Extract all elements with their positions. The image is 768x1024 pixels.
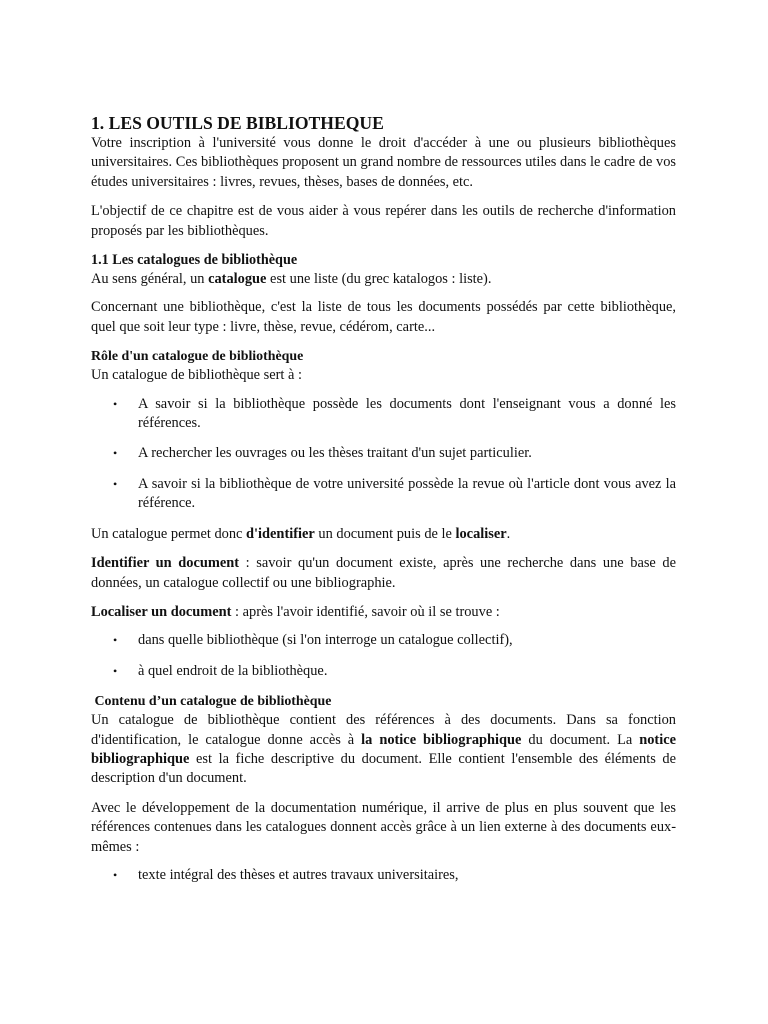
chapter-title: 1. LES OUTILS DE BIBLIOTHEQUE xyxy=(91,113,384,133)
bullet-icon: • xyxy=(113,867,118,882)
identifier-paragraph: Identifier un document : savoir qu'un document existe, après une recherche dans une base de données, un catalogue collectif ou une bibliographie. xyxy=(91,555,676,591)
concerning-library-paragraph: Concernant une bibliothèque, c'est la liste de tous les documents possédés par cette bibliothèque, quel que soit leur type : livre, thèse, revue, cédérom, carte... xyxy=(91,299,676,335)
term-catalogue: catalogue xyxy=(208,271,267,288)
numerique-paragraph: Avec le développement de la documentation numérique, il arrive de plus en plus souvent que les références contenues dans les catalogues donnent accès grâce à un lien externe à des documents eux-mêmes : xyxy=(91,799,676,855)
numerique-list xyxy=(91,866,676,885)
catalogue-definition: Au sens général, un catalogue est une liste (du grec katalogos : liste). xyxy=(91,271,492,288)
intro-paragraph: Votre inscription à l'université vous donne le droit d'accéder à une ou plusieurs bibliothèques universitaires. Ces bibliothèques proposent un grand nombre de ressources utiles dans le cadre de vos études universitaires : livres, revues, thèses, bases de données, etc. xyxy=(91,135,676,190)
list-item: • dans quelle bibliothèque (si l'on interroge un catalogue collectif), xyxy=(91,631,676,650)
bullet-icon: • xyxy=(113,476,118,491)
list-item: • A savoir si la bibliothèque possède les documents dont l'enseignant vous a donné les références. xyxy=(113,395,676,432)
bullet-icon: • xyxy=(113,663,118,678)
list-item: • à quel endroit de la bibliothèque. xyxy=(91,662,676,681)
subheading-contenu: Contenu d’un catalogue de bibliothèque xyxy=(91,694,332,710)
section-heading-catalogues: 1.1 Les catalogues de bibliothèque xyxy=(91,252,298,269)
subheading-role: Rôle d'un catalogue de bibliothèque xyxy=(91,349,304,365)
list-item: • texte intégral des thèses et autres travaux universitaires, xyxy=(91,866,676,885)
role-lead: Un catalogue de bibliothèque sert à : xyxy=(91,367,302,384)
list-item: • A rechercher les ouvrages ou les thèses traitant d'un sujet particulier. xyxy=(91,444,676,463)
localiser-paragraph: Localiser un document : après l'avoir identifié, savoir où il se trouve : xyxy=(91,603,500,620)
bullet-icon: • xyxy=(113,446,118,461)
permet-paragraph: Un catalogue permet donc d'identifier un document puis de le localiser. xyxy=(91,525,511,542)
role-list xyxy=(91,395,676,514)
bullet-icon: • xyxy=(113,633,118,648)
contenu-paragraph: Un catalogue de bibliothèque contient des références à des documents. Dans sa fonction d'identification, le catalogue donne accès à la notice bibliographique du document. La notice bibliographique est la fiche descriptive du document. Elle contient l'ensemble des éléments de description d'un document. xyxy=(91,712,676,787)
bullet-icon: • xyxy=(113,396,118,411)
localiser-list xyxy=(91,631,676,681)
objective-paragraph: L'objectif de ce chapitre est de vous aider à vous repérer dans les outils de recherche d'information proposés par les bibliothèques. xyxy=(91,203,676,239)
document-page xyxy=(91,112,676,896)
list-item: • A savoir si la bibliothèque de votre université possède la revue où l'article dont vous avez la référence. xyxy=(113,475,676,512)
